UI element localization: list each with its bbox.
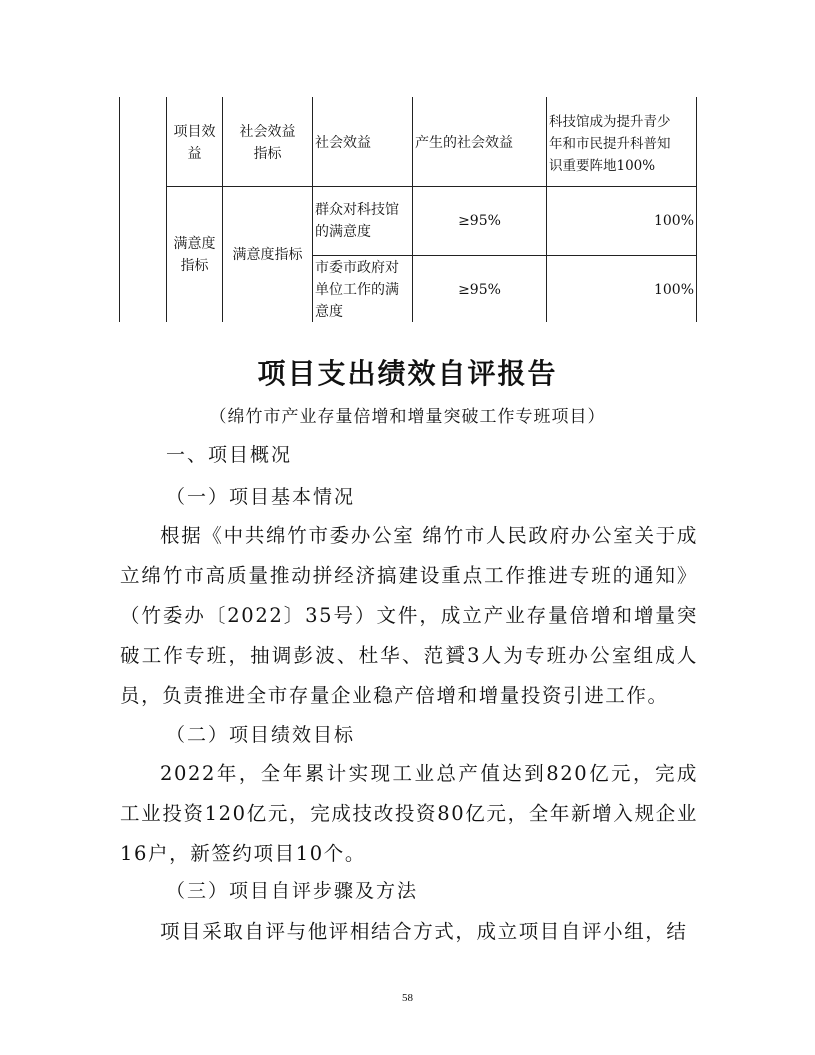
table-cell: 社会效益: [315, 135, 371, 151]
report-subtitle: （绵竹市产业存量倍增和增量突破工作专班项目）: [209, 407, 606, 427]
paragraph: 项目采取自评与他评相结合方式，成立项目自评小组，结: [160, 920, 688, 943]
table-cell: 100%: [653, 282, 694, 298]
paragraph: 2022年，全年累计实现工业总产值达到820亿元，完成工业投资120亿元，完成技改投资80亿元，全年新增入规企业16户，新签约项目10个。: [120, 762, 698, 865]
table-cell: 群众对科技馆 的满意度: [315, 202, 399, 240]
table-cell: 100%: [653, 213, 694, 229]
paragraph: 根据《中共绵竹市委办公室 绵竹市人民政府办公室关于成立绵竹市高质量推动拼经济搞建设重点工作推进专班的通知》（竹委办〔2022〕35号）文件，成立产业存量倍增和增量突破工作专班，抽调彭波、杜华、范贇3人为专班办公室组成人员，负责推进全市存量企业稳产倍增和增量投资引进工作。: [120, 524, 698, 707]
table-cell: 满意度指标: [232, 247, 303, 263]
table-border: [119, 97, 120, 322]
table-cell: 产生的社会效益: [415, 135, 513, 151]
table-cell: 科技馆成为提升青少 年和市民提升科普知 识重要阵地100%: [549, 114, 671, 174]
performance-table: [0, 0, 815, 325]
section-heading: 一、项目概况: [166, 444, 293, 466]
page-number: 58: [402, 992, 413, 1004]
table-cell: 社会效益 指标: [239, 124, 296, 162]
subsection-heading: （三）项目自评步骤及方法: [166, 880, 419, 902]
table-border: [166, 186, 697, 187]
table-cell: 市委市政府对 单位工作的满 意度: [315, 260, 399, 320]
table-cell: 项目效 益: [173, 124, 216, 162]
table-cell: 满意度 指标: [173, 236, 216, 274]
report-title: 项目支出绩效自评报告: [257, 357, 558, 390]
subsection-heading: （一）项目基本情况: [166, 486, 356, 508]
table-border: [312, 255, 697, 256]
table-cell: ≥95%: [458, 213, 501, 229]
table-cell: ≥95%: [458, 282, 501, 298]
subsection-heading: （二）项目绩效目标: [166, 724, 356, 746]
